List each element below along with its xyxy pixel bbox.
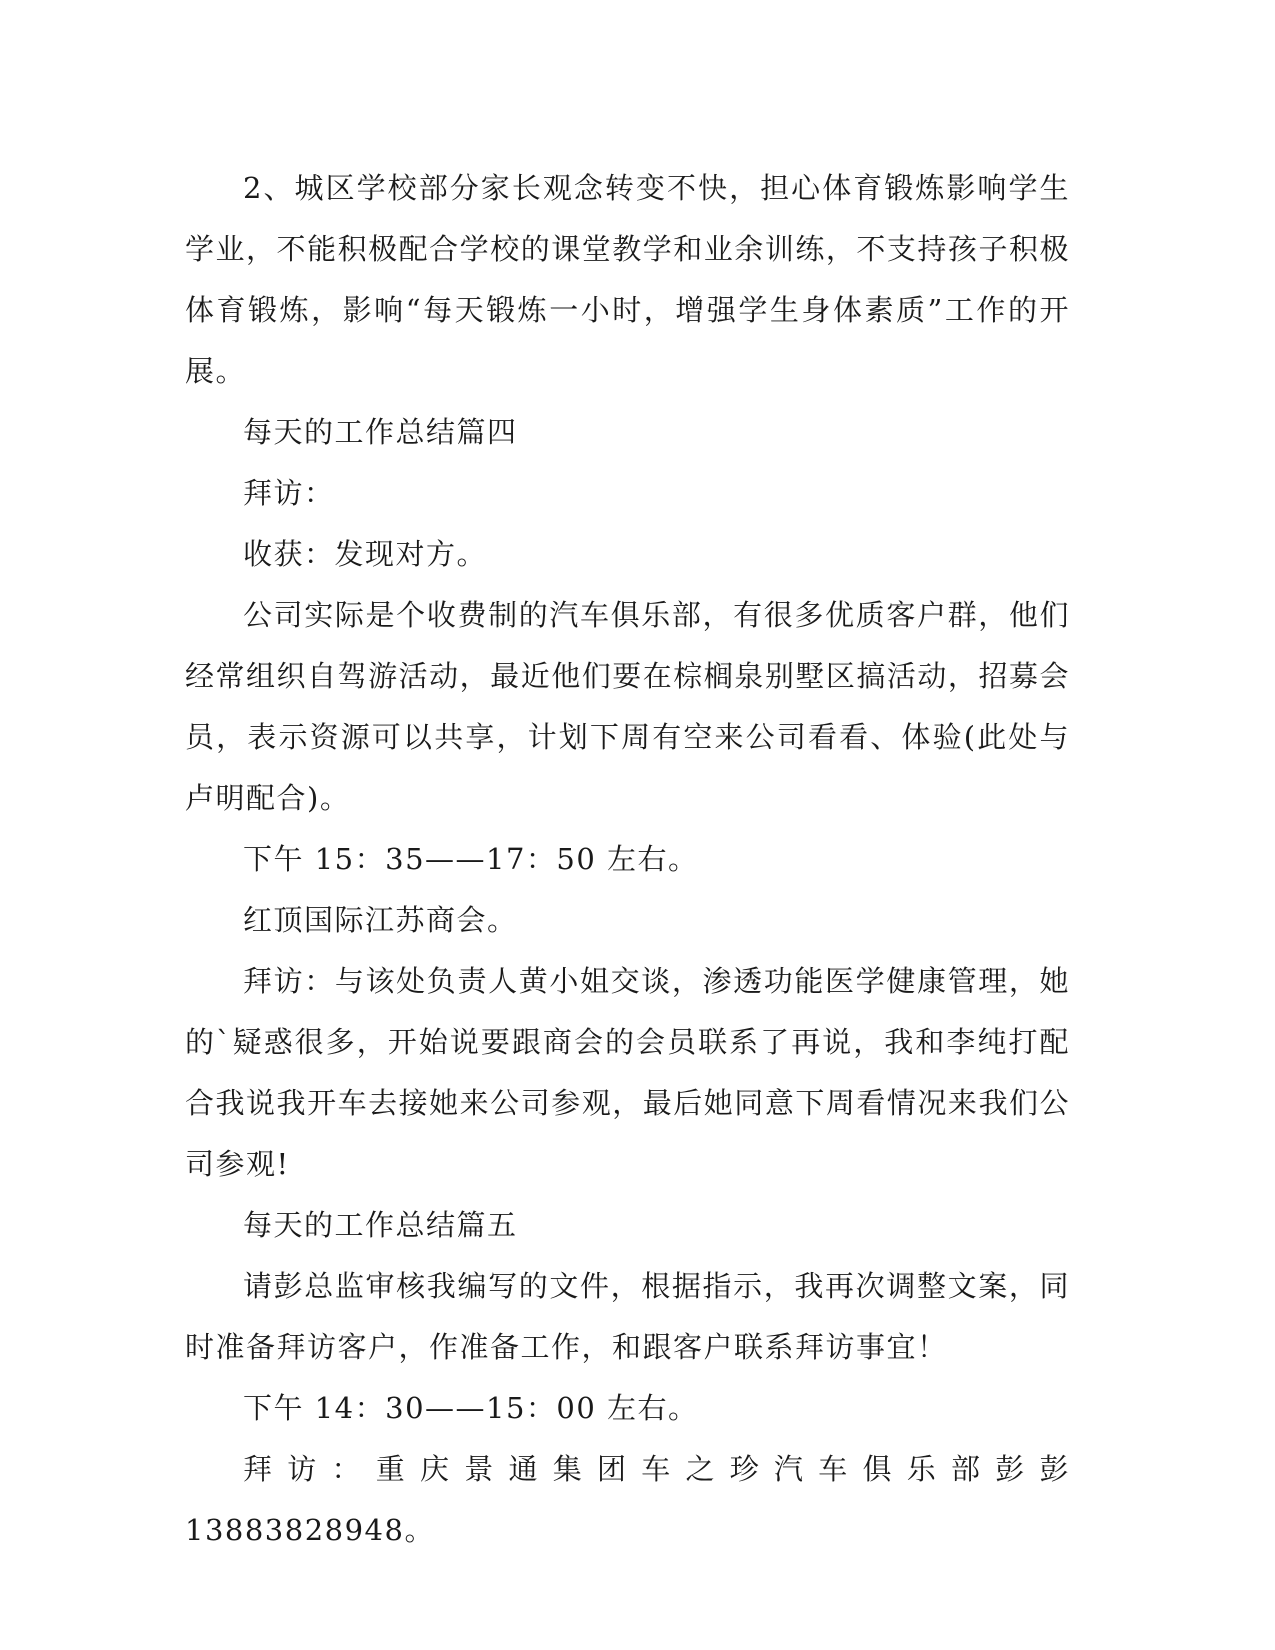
- paragraph-visit-label: 拜访：: [243, 476, 335, 510]
- section-heading-part-four: 每天的工作总结篇四: [243, 415, 518, 449]
- document-body: [185, 158, 1070, 1561]
- paragraph-review-documents: 请彭总监审核我编写的文件，根据指示，我再次调整文案，同时准备拜访客户，作准备工作，和跟客户联系拜访事宜！: [185, 1269, 1070, 1364]
- paragraph-parent-concerns: 2、城区学校部分家长观念转变不快，担心体育锻炼影响学生学业，不能积极配合学校的课堂教学和业余训练，不支持孩子积极体育锻炼，影响“每天锻炼一小时，增强学生身体素质”工作的开展。: [185, 171, 1070, 388]
- paragraph-time-afternoon-2: 下午 14：30——15：00 左右。: [243, 1391, 699, 1425]
- paragraph-car-club: 公司实际是个收费制的汽车俱乐部，有很多优质客户群，他们经常组织自驾游活动，最近他们要在棕榈泉别墅区搞活动，招募会员，表示资源可以共享，计划下周有空来公司看看、体验(此处与卢明配合)。: [185, 598, 1070, 815]
- paragraph-chamber-of-commerce: 红顶国际江苏商会。: [243, 903, 518, 937]
- paragraph-visit-ms-huang: 拜访：与该处负责人黄小姐交谈，渗透功能医学健康管理，她的`疑惑很多，开始说要跟商会的会员联系了再说，我和李纯打配合我说我开车去接她来公司参观，最后她同意下周看情况来我们公司参观!: [185, 964, 1070, 1181]
- paragraph-time-afternoon-1: 下午 15：35——17：50 左右。: [243, 842, 699, 876]
- section-heading-part-five: 每天的工作总结篇五: [243, 1208, 518, 1242]
- paragraph-visit-chongqing: 拜访：重庆景通集团车之珍汽车俱乐部彭彭 13883828948。: [185, 1452, 1070, 1547]
- paragraph-gain: 收获：发现对方。: [243, 537, 488, 571]
